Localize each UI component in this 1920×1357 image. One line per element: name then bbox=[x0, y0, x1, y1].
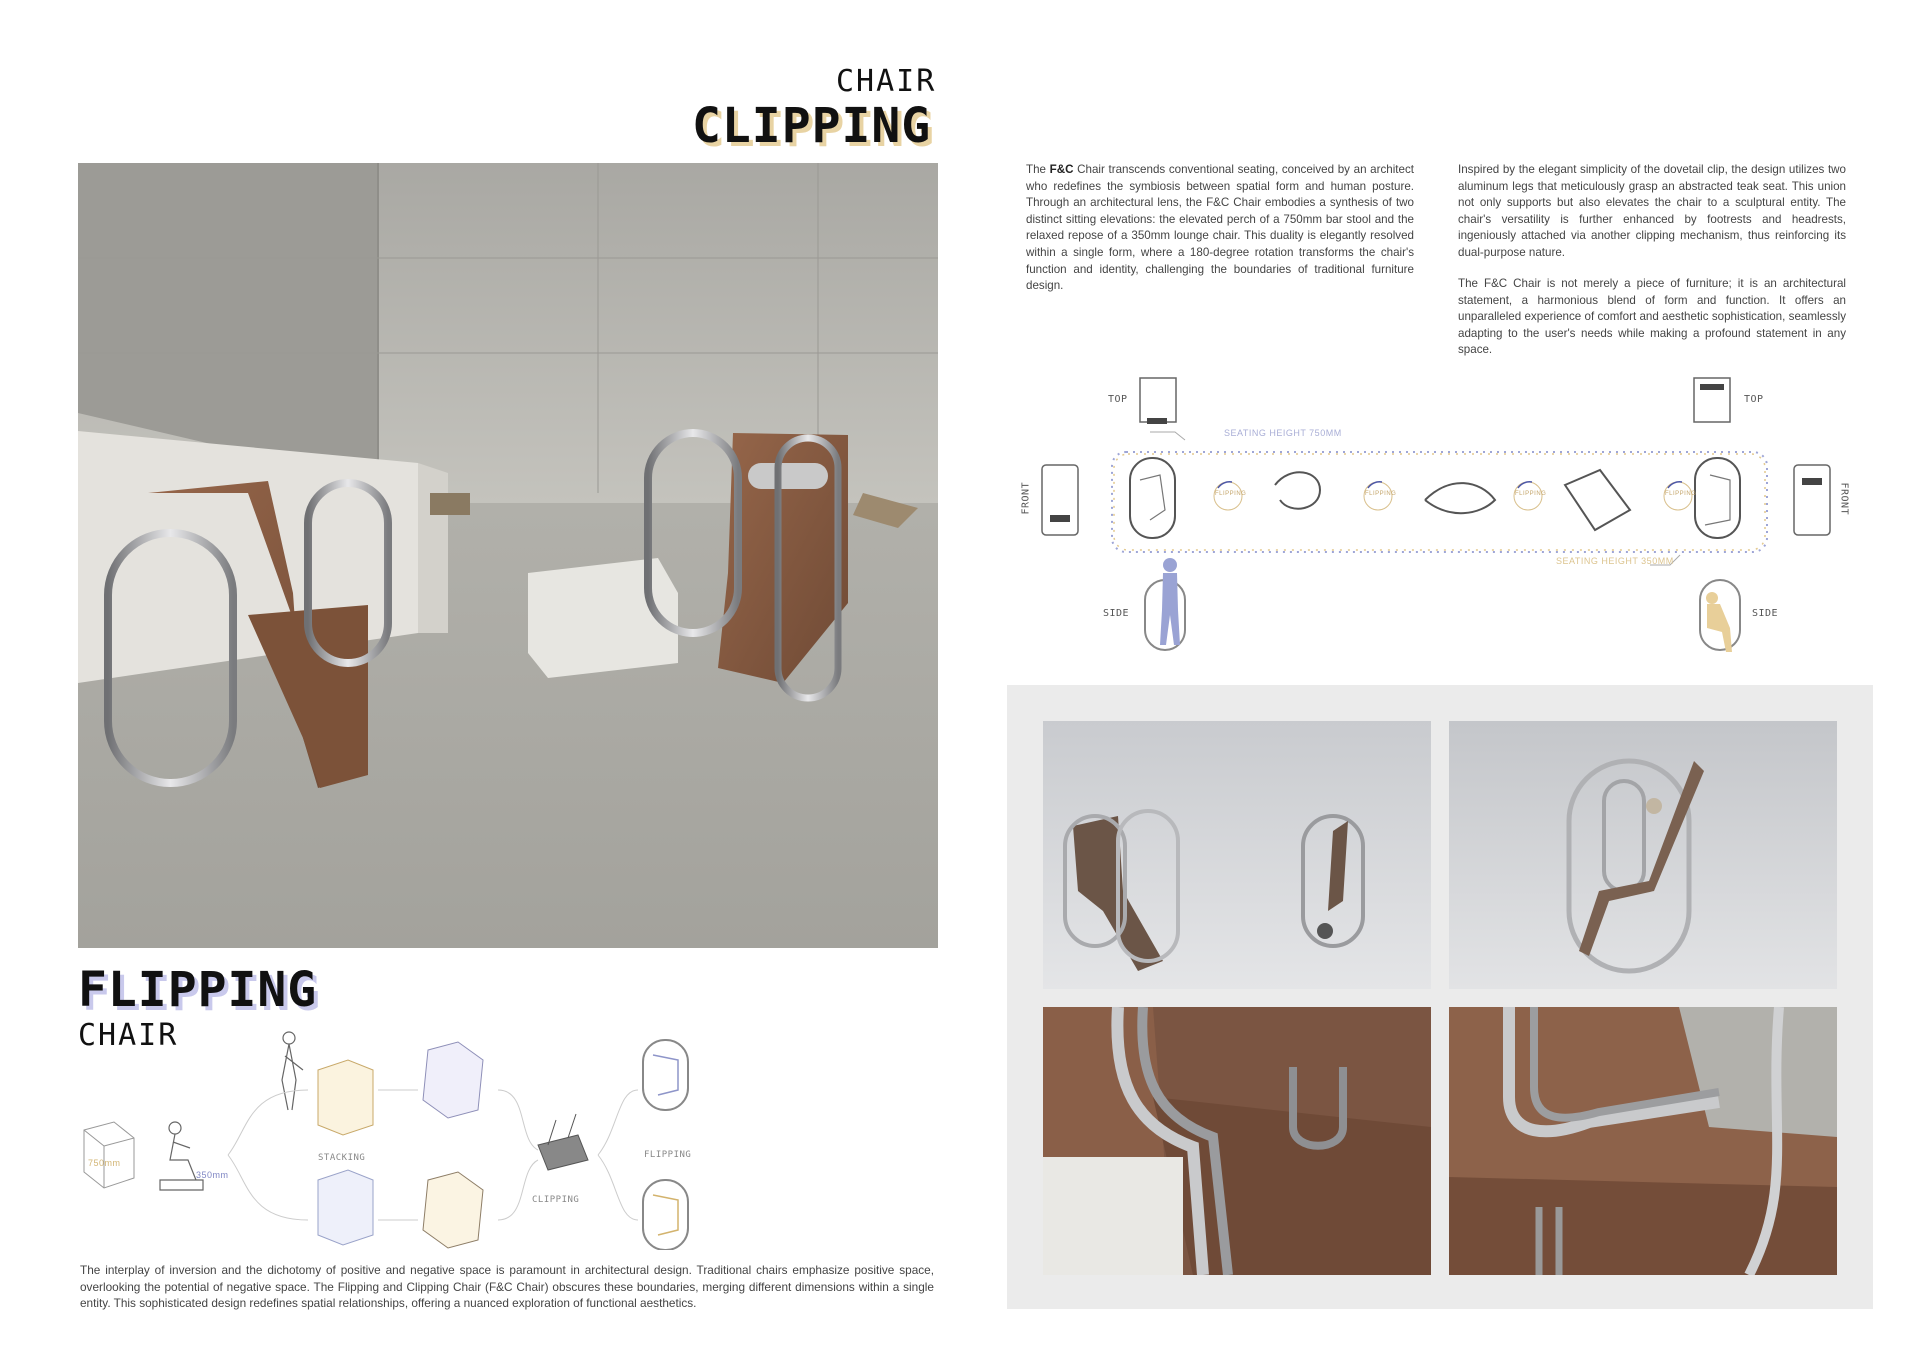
concept-diagram bbox=[78, 1030, 718, 1250]
statement-paragraph: The F&C Chair is not merely a piece of furniture; it is an architectural statement, a harmonious blend of form and function. It offers an unparalleled experience of comfort and aesthetic sophistication, seamlessly adapting to the user's needs while making a profound statement in any space. bbox=[1458, 277, 1846, 357]
studio-render-two-chairs bbox=[1043, 721, 1431, 989]
seating-350-label: SEATING HEIGHT 350MM bbox=[1556, 556, 1674, 566]
clipping-title: CLIPPING bbox=[692, 98, 932, 154]
hero-render bbox=[78, 163, 938, 948]
studio-render-single-chair bbox=[1449, 721, 1837, 989]
studio-render-two-chairs-image bbox=[1043, 721, 1431, 989]
front-left-label: FRONT bbox=[1020, 481, 1032, 515]
rotation-diagram bbox=[1010, 370, 1860, 660]
chair-top-label: CHAIR bbox=[836, 64, 937, 99]
side-right-label: SIDE bbox=[1752, 608, 1779, 619]
front-right-label: FRONT bbox=[1838, 482, 1850, 516]
dim-750-label: 750mm bbox=[88, 1158, 121, 1168]
intro-rest: Chair transcends conventional seating, conceived by an architect who redefines the symbiosis between spatial form and human posture. Through an architectural lens, the F&C Chair embodies a synthesis of two distinct sitting elevations: the elevated perch of a 750mm bar stool and the relaxed repose of a 350mm lounge chair. This duality is elegantly resolved within a single form, where a 180-degree rotation transforms the chair's function and identity, challenging the boundaries of traditional furniture design. bbox=[1026, 163, 1414, 293]
intro-prefix: The bbox=[1026, 163, 1050, 176]
clip-paragraph: Inspired by the elegant simplicity of the dovetail clip, the design utilizes two aluminum legs that meticulously grasp an abstracted teak seat. This union not only supports but also elevates the chair to a sculptural entity. The chair's versatility is further enhanced by footrests and headrests, ingeniously attached via another clipping mechanism, thus reinforcing its dual-purpose nature. bbox=[1458, 163, 1846, 259]
top-left-label: TOP bbox=[1108, 394, 1128, 405]
flipping-label: FLIPPING bbox=[644, 1150, 692, 1160]
flipping-badge-1: FLIPPING bbox=[1215, 491, 1247, 497]
studio-render-single-chair-image bbox=[1449, 721, 1837, 989]
bottom-paragraph: The interplay of inversion and the dichotomy of positive and negative space is paramount in architectural design. Traditional chairs emphasize positive space, overlooking the potential of negative space. The Flipping and Clipping Chair (F&C Chair) obscures these boundaries, merging different dimensions within a single entity. This sophisticated design redefines spatial relationships, offering a nuanced exploration of functional aesthetics. bbox=[80, 1263, 934, 1311]
stacking-label: STACKING bbox=[318, 1153, 366, 1163]
chair-bottom-label: CHAIR bbox=[78, 1018, 179, 1053]
concept-diagram-lines bbox=[78, 1030, 718, 1250]
hero-render-image bbox=[78, 163, 938, 948]
flipping-title: FLIPPING bbox=[78, 962, 318, 1018]
rotation-diagram-lines bbox=[1010, 370, 1860, 660]
intro-paragraph bbox=[1026, 162, 1414, 295]
photo-panel bbox=[1007, 685, 1873, 1309]
closeup-render-clip-left bbox=[1043, 1007, 1431, 1275]
side-left-label: SIDE bbox=[1103, 608, 1130, 619]
closeup-render-clip-right-image bbox=[1449, 1007, 1837, 1275]
top-right-label: TOP bbox=[1744, 394, 1764, 405]
intro-bold: F&C bbox=[1049, 163, 1074, 176]
flipping-badge-3: FLIPPING bbox=[1515, 491, 1547, 497]
flipping-badge-2: FLIPPING bbox=[1365, 491, 1397, 497]
clipping-label: CLIPPING bbox=[532, 1195, 580, 1205]
flipping-badge-4: FLIPPING bbox=[1665, 491, 1697, 497]
closeup-render-clip-right bbox=[1449, 1007, 1837, 1275]
dim-350-label: 350mm bbox=[196, 1170, 229, 1180]
seating-750-label: SEATING HEIGHT 750MM bbox=[1224, 428, 1342, 438]
closeup-render-clip-left-image bbox=[1043, 1007, 1431, 1275]
